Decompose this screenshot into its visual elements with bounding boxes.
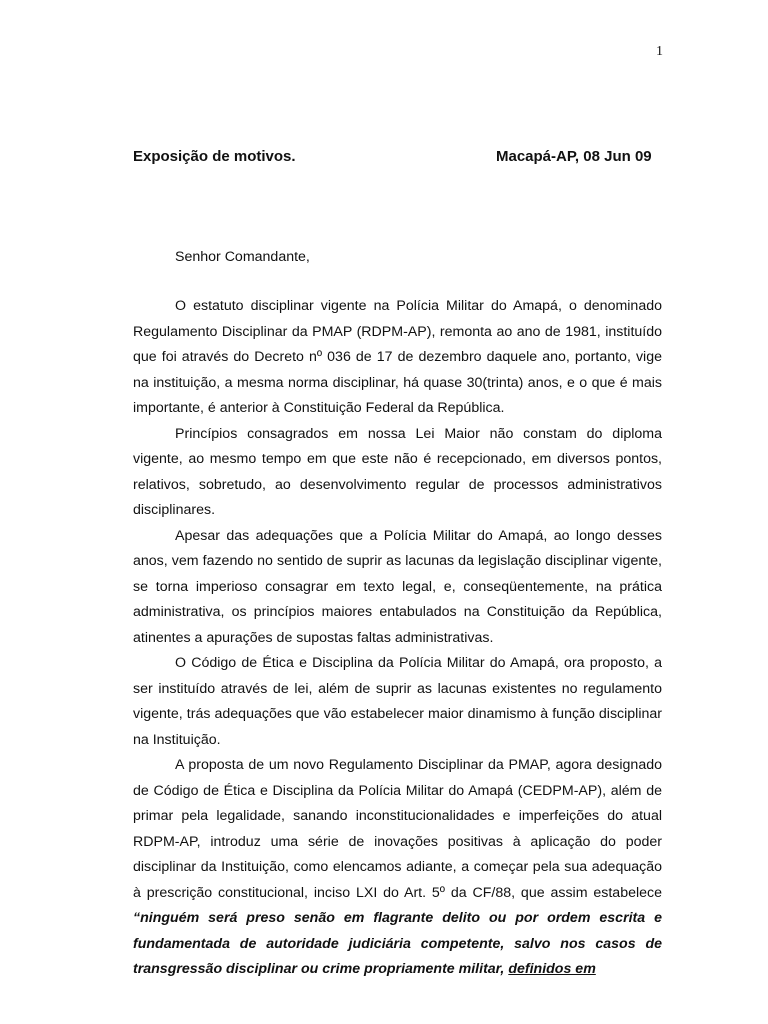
place-date: Macapá-AP, 08 Jun 09 [496, 148, 652, 165]
constitutional-quote: “ninguém será preso senão em flagrante delito ou por ordem escrita e fundamentada de autoridade judiciária competente, salvo nos casos de transgressão disciplinar ou crime propriamente militar, [133, 910, 662, 977]
paragraph-text: A proposta de um novo Regulamento Disciplinar da PMAP, agora designado de Código de Ética e Disciplina da Polícia Militar do Amapá (CEDPM-AP), além de primar pela legalidade, sanando inconstitucionalidades e imperfeições do atual RDPM-AP, introduz uma série de inovações positivas à aplicação do poder disciplinar da Instituição, como elencamos adiante, a começar pela sua adequação à prescrição constitucional, inciso LXI do Art. 5º da CF/88, que assim estabelece [133, 757, 662, 901]
paragraph-with-quote [133, 753, 662, 983]
paragraph: Princípios consagrados em nossa Lei Maior não constam do diploma vigente, ao mesmo tempo em que este não é recepcionado, em diversos pontos, relativos, sobretudo, ao desenvolvimento regular de processos administrativos disciplinares. [133, 425, 662, 518]
document-title: Exposição de motivos. [133, 148, 296, 165]
paragraph: O estatuto disciplinar vigente na Polícia Militar do Amapá, o denominado Regulamento Disciplinar da PMAP (RDPM-AP), remonta ao ano de 1981, instituído que foi através do Decreto nº 036 de 17 de dezembro daquele ano, portanto, vige na instituição, a mesma norma disciplinar, há quase 30(trinta) anos, e o que é mais importante, é anterior à Constituição Federal da República. [133, 298, 662, 416]
paragraph: O Código de Ética e Disciplina da Polícia Militar do Amapá, ora proposto, a ser instituído através de lei, além de suprir as lacunas existentes no regulamento vigente, trás adequações que vão estabelecer maior dinamismo à função disciplinar na Instituição. [133, 655, 662, 748]
constitutional-quote-underlined: definidos em [508, 961, 596, 977]
document-body [133, 294, 662, 983]
salutation: Senhor Comandante, [175, 249, 310, 265]
paragraph: Apesar das adequações que a Polícia Militar do Amapá, ao longo desses anos, vem fazendo no sentido de suprir as lacunas da legislação disciplinar vigente, se torna imperioso consagrar em texto legal, e, conseqüentemente, na prática administrativa, os princípios maiores entabulados na Constituição da República, atinentes a apurações de supostas faltas administrativas. [133, 527, 662, 646]
page-number: 1 [656, 44, 663, 59]
